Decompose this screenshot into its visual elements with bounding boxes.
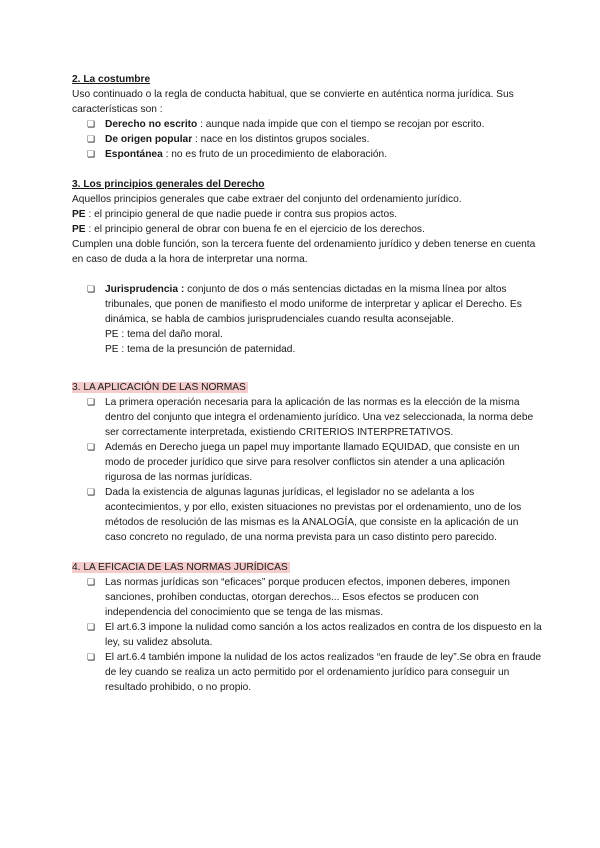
- costumbre-intro: Uso continuado o la regla de conducta habitual, que se convierte en auténtica norma jurídica. Sus características son :: [72, 89, 514, 115]
- spacer: [72, 162, 542, 177]
- spacer: [72, 372, 542, 380]
- principios-pe-1: PE : el principio general de que nadie puede ir contra sus propios actos.: [72, 209, 398, 220]
- spacer: [72, 357, 542, 372]
- principios-line: Aquellos principios generales que cabe extraer del conjunto del ordenamiento jurídico.: [72, 194, 462, 205]
- checkbox-bullet-icon: [87, 120, 96, 129]
- checkbox-bullet-icon: [87, 653, 96, 662]
- section-title-eficacia: 4. LA EFICACIA DE LAS NORMAS JURÍDICAS: [72, 562, 288, 573]
- section-title-aplicacion: 3. LA APLICACIÓN DE LAS NORMAS: [72, 382, 246, 393]
- document-page: [72, 72, 542, 695]
- checkbox-bullet-icon: [87, 443, 96, 452]
- checkbox-bullet-icon: [87, 135, 96, 144]
- list-item: ❏ Derecho no escrito : aunque nada impide que con el tiempo se recojan por escrito.: [87, 117, 542, 132]
- checkbox-bullet-icon: [87, 488, 96, 497]
- section-title-principios: 3. Los principios generales del Derecho: [72, 179, 265, 190]
- aplicacion-list: [87, 395, 542, 545]
- spacer: [72, 545, 542, 560]
- list-item: ❏ La primera operación necesaria para la aplicación de las normas es la elección de la misma dentro del conjunto que integra el ordenamiento jurídico. Una vez seleccionada, la norma debe ser correctamente interpretada, existiendo CRITERIOS INTERPRETATIVOS.: [87, 395, 542, 440]
- eficacia-list: [87, 575, 542, 695]
- jurisprudencia-list: [87, 282, 542, 357]
- list-item: ❏ Jurisprudencia : conjunto de dos o más sentencias dictadas en la misma línea por altos tribunales, que ponen de manifiesto el modo uniforme de interpretar y aplicar el Derecho. Es dinámica, se habla de cambios jurisprudenciales cuando resulta aconsejable.: [87, 282, 542, 327]
- jurisprudencia-pe-1: PE : tema del daño moral.: [105, 329, 223, 340]
- spacer: [72, 267, 542, 282]
- list-item: ❏ Las normas jurídicas son “eficaces” porque producen efectos, imponen deberes, imponen sanciones, prohíben conductas, otorgan derechos... Esos efectos se producen con independencia del conocimiento que se tenga de las mismas.: [87, 575, 542, 620]
- list-item: ❏ Espontánea : no es fruto de un procedimiento de elaboración.: [87, 147, 542, 162]
- list-item: ❏ El art.6.4 también impone la nulidad de los actos realizados “en fraude de ley”.Se obra en fraude de ley cuando se realiza un acto permitido por el ordenamiento jurídico para conseguir un resultado prohibido, o no propio.: [87, 650, 542, 695]
- checkbox-bullet-icon: [87, 150, 96, 159]
- checkbox-bullet-icon: [87, 623, 96, 632]
- checkbox-bullet-icon: [87, 578, 96, 587]
- section-title-costumbre: 2. La costumbre: [72, 74, 151, 85]
- list-item: ❏ De origen popular : nace en los distintos grupos sociales.: [87, 132, 542, 147]
- list-item: ❏ El art.6.3 impone la nulidad como sanción a los actos realizados en contra de los dispuesto en la ley, su validez absoluta.: [87, 620, 542, 650]
- principios-pe-2: PE : el principio general de obrar con buena fe en el ejercicio de los derechos.: [72, 224, 425, 235]
- list-item: ❏ Dada la existencia de algunas lagunas jurídicas, el legislador no se adelanta a los acontecimientos, y por ello, existen situaciones no previstas por el ordenamiento, uno de los métodos de resolución de las mismas es la ANALOGÍA, que consiste en la aplicación de un caso concreto no regulado, de una norma prevista para un caso distinto pero parecido.: [87, 485, 542, 545]
- list-item: ❏ Además en Derecho juega un papel muy importante llamado EQUIDAD, que consiste en un modo de proceder jurídico que sirve para resolver conflictos sin atender a una aplicación rigurosa de las normas jurídicas.: [87, 440, 542, 485]
- costumbre-list: [87, 117, 542, 162]
- checkbox-bullet-icon: [87, 398, 96, 407]
- principios-paragraph: Cumplen una doble función, son la tercera fuente del ordenamiento jurídico y deben tenerse en cuenta en caso de duda a la hora de interpretar una norma.: [72, 239, 536, 265]
- checkbox-bullet-icon: [87, 285, 96, 294]
- jurisprudencia-pe-2: PE : tema de la presunción de paternidad.: [105, 344, 296, 355]
